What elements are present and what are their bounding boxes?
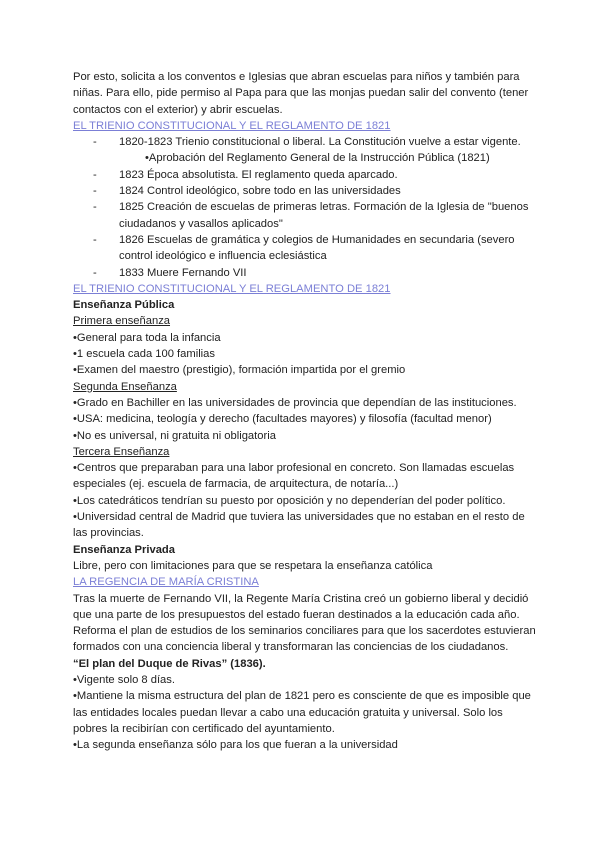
publica-heading: Enseñanza Pública [73, 299, 175, 312]
segunda-item: •No es universal, ni gratuita ni obligatoria [73, 429, 276, 442]
timeline-subitem: •Aprobación del Reglamento General de la Instrucción Pública (1821) [145, 152, 490, 165]
segunda-title: Segunda Enseñanza [73, 380, 177, 393]
section-link-trienio-2[interactable]: EL TRIENIO CONSTITUCIONAL Y EL REGLAMENTO DE 1821 [73, 282, 391, 295]
primera-title: Primera enseñanza [73, 315, 171, 328]
plan-item: •Mantiene la misma estructura del plan de 1821 pero es consciente de que es imposible que las entidades locales puedan llevar a cabo una educación gratuita y universal. Solo los pobres la recibirían con certificado del ayuntamiento. [73, 690, 531, 735]
privada-text: Libre, pero con limitaciones para que se respetara la enseñanza católica [73, 559, 433, 572]
section-link-regencia[interactable]: LA REGENCIA DE MARÍA CRISTINA [73, 576, 259, 589]
primera-item: •1 escuela cada 100 familias [73, 348, 215, 361]
timeline-item: - 1823 Época absolutista. El reglamento queda aparcado. [93, 167, 540, 183]
primera-item: •Examen del maestro (prestigio), formación impartida por el gremio [73, 364, 406, 377]
primera-item: •General para toda la infancia [73, 331, 221, 344]
timeline-item: - 1824 Control ideológico, sobre todo en las universidades [93, 183, 540, 199]
segunda-item: •Grado en Bachiller en las universidades de provincia que dependían de las instituciones. [73, 396, 517, 409]
regencia-paragraph: Tras la muerte de Fernando VII, la Regente María Cristina creó un gobierno liberal y decidió que una parte de los presupuestos del estado fueran destinados a la educación cada año. Reforma el plan de estudios de los seminarios conciliares para que los sacerdotes estuvieran formados con una conciencia liberal y transformaran las conciencias de los ciudadanos. [73, 592, 536, 654]
plan-heading: “El plan del Duque de Rivas” (1836). [73, 657, 266, 670]
tercera-item: •Centros que preparaban para una labor profesional en concreto. Son llamadas escuelas especiales (ej. escuela de farmacia, de arquitectura, de notaría...) [73, 462, 515, 491]
privada-heading: Enseñanza Privada [73, 543, 175, 556]
segunda-item: •USA: medicina, teología y derecho (facultades mayores) y filosofía (facultad menor) [73, 413, 492, 426]
timeline-item: - 1833 Muere Fernando VII [93, 265, 540, 281]
timeline-item: - 1826 Escuelas de gramática y colegios de Humanidades en secundaria (severo control ideológico e influencia eclesiástica [93, 232, 540, 265]
timeline-list-continued [73, 167, 540, 281]
timeline-item: - 1820-1823 Trienio constitucional o liberal. La Constitución vuelve a estar vigente. [93, 134, 540, 150]
timeline-list [73, 134, 540, 150]
tercera-item: •Los catedráticos tendrían su puesto por oposición y no dependerían del poder político. [73, 494, 506, 507]
tercera-title: Tercera Enseñanza [73, 445, 170, 458]
section-link-trienio[interactable]: EL TRIENIO CONSTITUCIONAL Y EL REGLAMENTO DE 1821 [73, 119, 391, 132]
tercera-item: •Universidad central de Madrid que tuviera las universidades que no estaban en el resto de las provincias. [73, 511, 525, 540]
timeline-item: - 1825 Creación de escuelas de primeras letras. Formación de la Iglesia de "buenos ciudadanos y vasallos aplicados" [93, 199, 540, 232]
plan-item: •La segunda enseñanza sólo para los que fueran a la universidad [73, 739, 398, 752]
intro-paragraph: Por esto, solicita a los conventos e Iglesias que abran escuelas para niños y también para niñas. Para ello, pide permiso al Papa para que las monjas puedan salir del convento (tener contactos con el exterior) y abrir escuelas. [73, 71, 529, 116]
plan-item: •Vigente solo 8 días. [73, 673, 175, 686]
